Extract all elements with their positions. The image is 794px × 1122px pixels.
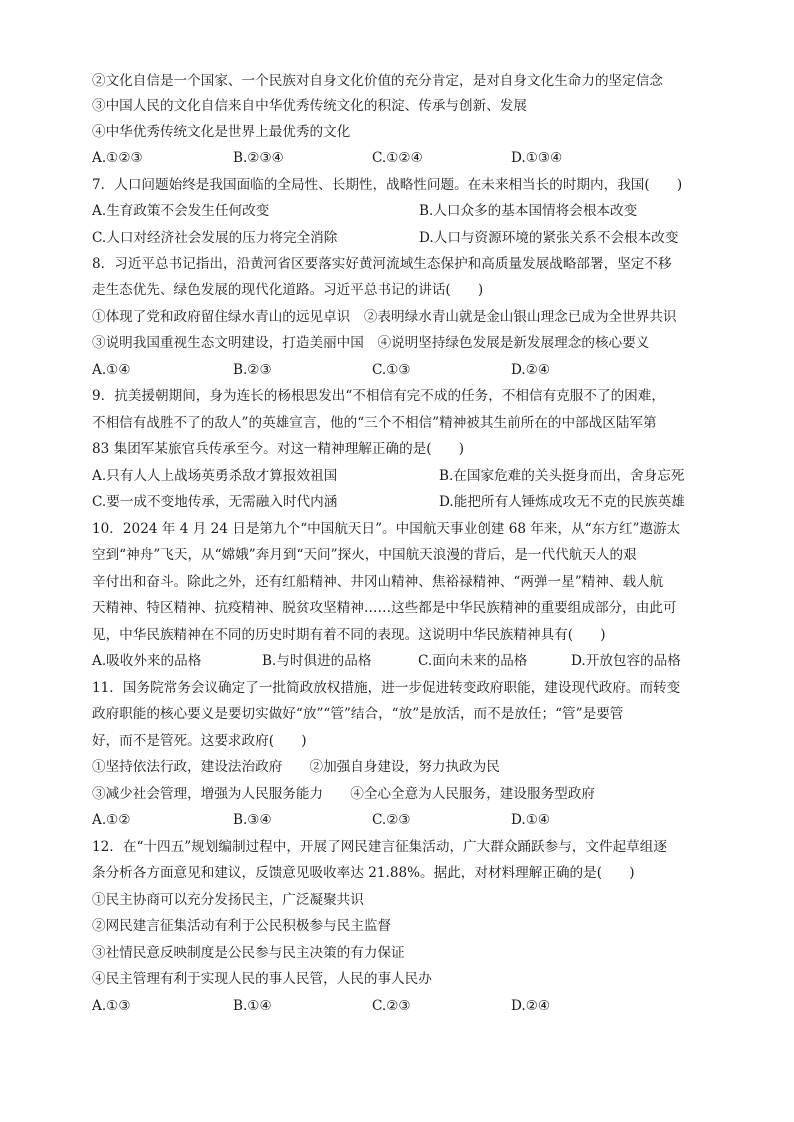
q6-item-3: ③中国人民的文化自信来自中华优秀传统文化的积淀、传承与创新、发展 — [92, 98, 527, 114]
q12-item-2: ②网民建言征集活动有利于公民积极参与民主监督 — [92, 918, 392, 934]
q7-option-a: A.生育政策不会发生任何改变 — [92, 203, 270, 219]
q10-option-b: B.与时俱进的品格 — [262, 653, 372, 669]
q11-items-row-2: ③减少社会管理，增强为人民服务能力 ④全心全意为人民服务，建设服务型政府 — [92, 786, 595, 802]
q12-option-d: D.②④ — [511, 998, 551, 1014]
q6-item-4: ④中华优秀传统文化是世界上最优秀的文化 — [92, 124, 351, 140]
q6-item-2: ②文化自信是一个国家、一个民族对自身文化价值的充分肯定，是对自身文化生命力的坚定信念 — [92, 73, 663, 89]
q8-option-a: A.①④ — [92, 362, 131, 378]
q10-option-c: C.面向未来的品格 — [418, 653, 528, 669]
q9-option-b: B.在国家危难的关头挺身而出，舍身忘死 — [439, 468, 685, 484]
q12-item-3: ③社情民意反映制度是公民参与民主决策的有力保证 — [92, 945, 405, 961]
q6-option-b: B.②③④ — [233, 150, 284, 166]
q8-stem-line-1: 8．习近平总书记指出，沿黄河省区要落实好黄河流域生态保护和高质量发展战略部署，坚定不移 — [92, 256, 672, 272]
q8-items-row-2: ③说明我国重视生态文明建设，打造美丽中国 ④说明坚持绿色发展是新发展理念的核心要义 — [92, 335, 650, 351]
q11-stem-line-3: 好，而不是管死。这要求政府( ) — [92, 733, 307, 749]
q10-stem-line-5: 见，中华民族精神在不同的历史时期有着不同的表现。这说明中华民族精神具有( ) — [92, 627, 606, 643]
q10-stem-line-3: 辛付出和奋斗。除此之外，还有红船精神、井冈山精神、焦裕禄精神、“两弹一星”精神、载人航 — [92, 574, 664, 590]
q9-stem-line-3: 83 集团军某旅官兵传承至今。对这一精神理解正确的是( ) — [92, 441, 465, 457]
q12-option-a: A.①③ — [92, 998, 131, 1014]
q11-items-row-1: ①坚持依法行政，建设法治政府 ②加强自身建设，努力执政为民 — [92, 759, 500, 775]
q10-option-d: D.开放包容的品格 — [571, 653, 681, 669]
q11-stem-line-1: 11．国务院常务会议确定了一批简政放权措施，进一步促进转变政府职能，建设现代政府。而转变 — [92, 680, 681, 696]
q9-option-a: A.只有人人上战场英勇杀敌才算报效祖国 — [92, 468, 338, 484]
q9-stem-line-2: 不相信有战胜不了的敌人”的英雄宣言，他的“三个不相信”精神被其生前所在的中部战区陆军第 — [92, 415, 657, 431]
q10-stem-line-2: 空到“神舟”飞天，从“嫦娥”奔月到“天问”探火，中国航天浪漫的背后，是一代代航天人的艰 — [92, 547, 637, 563]
q11-stem-line-2: 政府职能的核心要义是要切实做好“放”“管”结合，“放”是放活，而不是放任；“管”是要管 — [92, 706, 624, 722]
q9-option-d: D.能把所有人锤炼成攻无不克的民族英雄 — [439, 494, 685, 510]
q9-option-c: C.要一成不变地传承，无需融入时代内涵 — [92, 494, 338, 510]
q12-item-4: ④民主管理有利于实现人民的事人民管，人民的事人民办 — [92, 971, 432, 987]
q11-option-b: B.③④ — [233, 812, 272, 828]
q8-items-row-1: ①体现了党和政府留住绿水青山的远见卓识 ②表明绿水青山就是金山银山理念已成为全世界共识 — [92, 309, 677, 325]
q6-option-d: D.①③④ — [511, 150, 563, 166]
q7-option-d: D.人口与资源环境的紧张关系不会根本改变 — [419, 230, 679, 246]
q11-option-c: C.②③ — [372, 812, 411, 828]
q9-stem-line-1: 9．抗美援朝期间，身为连长的杨根思发出“不相信有完不成的任务，不相信有克服不了的困难， — [92, 388, 665, 404]
q12-item-1: ①民主协商可以充分发扬民主，广泛凝聚共识 — [92, 892, 364, 908]
q7-option-c: C.人口对经济社会发展的压力将完全消除 — [92, 230, 338, 246]
q8-option-c: C.①③ — [372, 362, 411, 378]
q11-option-d: D.①④ — [511, 812, 551, 828]
q12-stem-line-2: 条分析各方面意见和建议，反馈意见吸收率达 21.88%。据此，对材料理解正确的是( ) — [92, 865, 635, 881]
q8-stem-line-2: 走生态优先、绿色发展的现代化道路。习近平总书记的讲话( ) — [92, 282, 484, 298]
q12-stem-line-1: 12．在“十四五”规划编制过程中，开展了网民建言征集活动，广大群众踊跃参与，文件起草组逐 — [92, 839, 667, 855]
q10-stem-line-1: 10．2024 年 4 月 24 日是第九个“中国航天日”。中国航天事业创建 68 年来，从“东方红”遨游太 — [92, 521, 681, 537]
q12-option-b: B.①④ — [233, 998, 272, 1014]
q8-option-b: B.②③ — [233, 362, 272, 378]
q10-stem-line-4: 天精神、特区精神、抗疫精神、脱贫攻坚精神……这些都是中华民族精神的重要组成部分，由此可 — [92, 600, 677, 616]
q6-option-a: A.①②③ — [92, 150, 143, 166]
q11-option-a: A.①② — [92, 812, 131, 828]
q8-option-d: D.②④ — [511, 362, 551, 378]
q10-option-a: A.吸收外来的品格 — [92, 653, 202, 669]
q7-stem: 7．人口问题始终是我国面临的全局性、长期性，战略性问题。在未来相当长的时期内，我国( ) — [92, 177, 683, 193]
q12-option-c: C.②③ — [372, 998, 411, 1014]
q6-option-c: C.①②④ — [372, 150, 423, 166]
q7-option-b: B.人口众多的基本国情将会根本改变 — [419, 203, 638, 219]
